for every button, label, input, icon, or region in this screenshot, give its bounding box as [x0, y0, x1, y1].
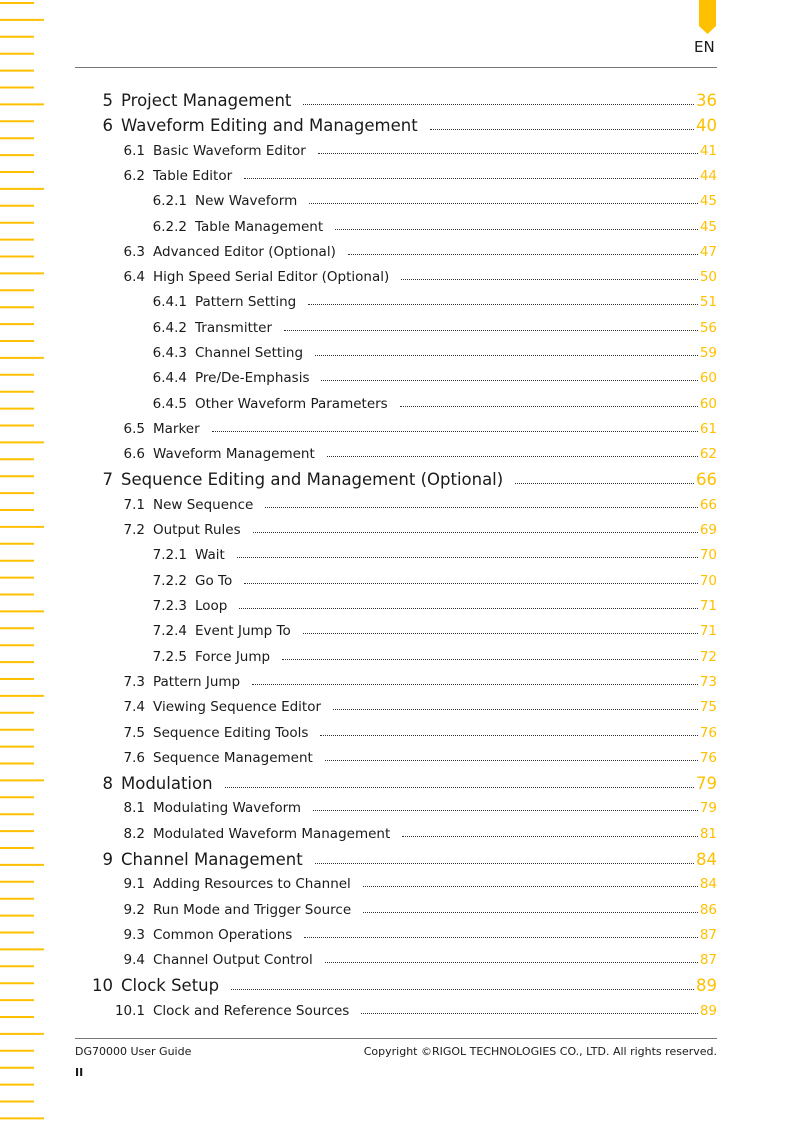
toc-page-number: 89: [696, 976, 717, 995]
toc-entry[interactable]: [75, 547, 717, 563]
toc-page-number: 84: [696, 849, 717, 869]
toc-title: High Speed Serial Editor (Optional): [153, 269, 390, 286]
toc-page-number: 76: [699, 749, 717, 766]
toc-page-number: 75: [699, 699, 717, 716]
toc-page-number: 71: [699, 598, 717, 614]
toc-entry[interactable]: [75, 168, 717, 184]
toc-title: Basic Waveform Editor: [153, 142, 306, 159]
toc-dot-leader: [253, 532, 698, 533]
toc-page-number: 73: [699, 673, 717, 690]
toc-dot-leader: [327, 456, 698, 457]
toc-page-number: 45: [699, 218, 717, 235]
toc-number: 9.2: [123, 901, 145, 918]
toc-title: Advanced Editor (Optional): [153, 243, 336, 260]
toc-page-number: 72: [699, 648, 717, 665]
toc-entry[interactable]: [75, 244, 717, 260]
toc-entry[interactable]: [75, 850, 717, 869]
toc-page-number: 79: [696, 773, 717, 793]
toc-entry[interactable]: [75, 522, 717, 538]
toc-title: Adding Resources to Channel: [153, 876, 351, 893]
toc-number: 6.2.1: [152, 193, 187, 210]
toc-dot-leader: [401, 279, 698, 280]
page-number: II: [75, 1066, 84, 1079]
toc-title: Channel Setting: [195, 345, 304, 361]
toc-title: Channel Management: [121, 849, 303, 869]
toc-entry[interactable]: [75, 421, 717, 437]
toc-dot-leader: [244, 178, 698, 179]
toc-title: Go To: [195, 572, 233, 589]
toc-dot-leader: [333, 709, 698, 710]
toc-entry[interactable]: [75, 294, 717, 310]
toc-dot-leader: [239, 608, 697, 609]
toc-number: 5: [102, 90, 113, 110]
toc-number: 7.2.5: [152, 648, 187, 665]
toc-entry[interactable]: [75, 370, 717, 386]
toc-page-number: 59: [699, 345, 717, 361]
toc-entry[interactable]: [75, 826, 717, 842]
toc-number: 7.5: [123, 724, 145, 741]
toc-entry[interactable]: [75, 750, 717, 766]
toc-dot-leader: [309, 203, 698, 204]
toc-title: Table Editor: [153, 167, 233, 184]
toc-title: Channel Output Control: [153, 952, 313, 969]
toc-entry[interactable]: [75, 345, 717, 361]
toc-page-number: 81: [699, 825, 717, 842]
header-divider: [75, 67, 717, 68]
toc-page-number: 61: [699, 420, 717, 437]
toc-page-number: 87: [699, 926, 717, 943]
toc-title: Clock and Reference Sources: [153, 1002, 350, 1019]
toc-dot-leader: [321, 380, 697, 381]
toc-page-number: 56: [699, 319, 717, 336]
toc-dot-leader: [244, 583, 698, 584]
footer-guide-title: DG70000 User Guide: [75, 1045, 192, 1058]
toc-entry[interactable]: [75, 902, 717, 918]
toc-title: Event Jump To: [195, 623, 291, 640]
toc-entry[interactable]: [75, 193, 717, 209]
toc-dot-leader: [308, 304, 698, 305]
toc-number: 7: [102, 470, 113, 489]
toc-title: Common Operations: [153, 926, 293, 943]
toc-dot-leader: [313, 810, 698, 811]
toc-page-number: 79: [699, 800, 717, 817]
toc-page-number: 71: [699, 623, 717, 640]
toc-page-number: 62: [699, 446, 717, 463]
toc-dot-leader: [303, 633, 698, 634]
toc-title: Pre/De-Emphasis: [195, 370, 310, 387]
toc-entry[interactable]: [75, 573, 717, 589]
toc-page-number: 36: [696, 90, 717, 110]
toc-entry[interactable]: [75, 269, 717, 285]
toc-number: 9: [102, 849, 113, 869]
toc-page-number: 70: [699, 572, 717, 589]
toc-number: 7.1: [123, 496, 145, 513]
toc-dot-leader: [282, 659, 698, 660]
toc-number: 6.4.5: [152, 395, 187, 412]
toc-number: 6.6: [123, 446, 145, 463]
toc-title: Waveform Editing and Management: [121, 115, 418, 135]
toc-number: 6.3: [123, 243, 145, 260]
toc-page-number: 76: [699, 724, 717, 741]
toc-dot-leader: [303, 104, 694, 105]
toc-title: Viewing Sequence Editor: [153, 699, 322, 716]
toc-dot-leader: [325, 962, 698, 963]
toc-dot-leader: [363, 886, 698, 887]
toc-title: Pattern Jump: [153, 673, 241, 690]
toc-page-number: 44: [699, 167, 717, 184]
footer-divider: [75, 1038, 717, 1039]
toc-title: Run Mode and Trigger Source: [153, 901, 352, 918]
toc-entry[interactable]: [75, 952, 717, 968]
toc-page-number: 84: [699, 876, 717, 893]
toc-dot-leader: [237, 557, 698, 558]
toc-dot-leader: [402, 836, 698, 837]
toc-dot-leader: [304, 937, 698, 938]
toc-page-number: 66: [696, 470, 717, 489]
toc-title: Modulated Waveform Management: [153, 825, 391, 842]
toc-title: Sequence Management: [153, 749, 313, 766]
toc-entry[interactable]: [75, 470, 717, 489]
toc-entry[interactable]: [75, 143, 717, 159]
toc-title: Modulating Waveform: [153, 800, 302, 817]
toc-title: Other Waveform Parameters: [195, 395, 388, 412]
toc-number: 6.4: [123, 269, 145, 286]
toc-number: 9.3: [123, 926, 145, 943]
toc-entry[interactable]: [75, 219, 717, 235]
toc-number: 6: [102, 115, 113, 135]
toc-number: 8: [102, 773, 113, 793]
toc-dot-leader: [265, 507, 697, 508]
toc-number: 6.4.1: [152, 294, 187, 311]
footer-copyright: Copyright ©RIGOL TECHNOLOGIES CO., LTD. All rights reserved.: [363, 1045, 717, 1058]
toc-entry[interactable]: [75, 116, 717, 135]
toc-dot-leader: [315, 863, 694, 864]
toc-title: New Waveform: [195, 193, 298, 210]
toc-dot-leader: [361, 1013, 697, 1014]
toc-entry[interactable]: [75, 927, 717, 943]
toc-page-number: 60: [699, 370, 717, 387]
toc-number: 7.2.3: [152, 598, 187, 614]
toc-entry[interactable]: [75, 774, 717, 793]
toc-number: 10: [92, 976, 113, 995]
toc-number: 6.2: [123, 167, 145, 184]
page-edge-ruler: [0, 0, 46, 1122]
toc-title: Waveform Management: [153, 446, 315, 463]
toc-entry[interactable]: [75, 1003, 717, 1019]
toc-number: 7.6: [123, 749, 145, 766]
toc-number: 7.2.2: [152, 572, 187, 589]
language-label: EN: [694, 38, 715, 56]
toc-number: 8.1: [123, 800, 145, 817]
toc-dot-leader: [315, 355, 698, 356]
toc-entry[interactable]: [75, 800, 717, 816]
toc-number: 7.3: [123, 673, 145, 690]
toc-entry[interactable]: [75, 649, 717, 665]
toc-entry[interactable]: [75, 446, 717, 462]
toc-dot-leader: [320, 735, 697, 736]
toc-dot-leader: [363, 912, 698, 913]
toc-entry[interactable]: [75, 725, 717, 741]
toc-entry[interactable]: [75, 976, 717, 995]
toc-number: 6.1: [123, 142, 145, 159]
toc-page-number: 45: [699, 193, 717, 210]
toc-title: Transmitter: [195, 319, 273, 336]
toc-entry[interactable]: [75, 91, 717, 110]
toc-number: 8.2: [123, 825, 145, 842]
toc-page-number: 50: [699, 269, 717, 286]
toc-dot-leader: [318, 153, 698, 154]
toc-title: Sequence Editing and Management (Optional): [121, 470, 504, 489]
toc-dot-leader: [212, 431, 698, 432]
toc-page-number: 70: [699, 547, 717, 564]
toc-page-number: 41: [699, 142, 717, 159]
toc-page-number: 87: [699, 952, 717, 969]
toc-title: Output Rules: [153, 522, 241, 539]
toc-number: 6.4.3: [152, 345, 187, 361]
toc-number: 6.2.2: [152, 218, 187, 235]
toc-number: 7.4: [123, 699, 145, 716]
toc-dot-leader: [231, 989, 694, 990]
toc-title: Loop: [195, 598, 228, 614]
toc-title: Wait: [195, 547, 225, 564]
toc-number: 6.5: [123, 420, 145, 437]
toc-entry[interactable]: [75, 674, 717, 690]
toc-entry[interactable]: [75, 699, 717, 715]
toc-dot-leader: [400, 406, 698, 407]
toc-page-number: 60: [699, 395, 717, 412]
toc-number: 10.1: [114, 1002, 145, 1019]
toc-entry[interactable]: [75, 497, 717, 513]
toc-page-number: 47: [699, 243, 717, 260]
toc-number: 9.4: [123, 952, 145, 969]
toc-title: Pattern Setting: [195, 294, 297, 311]
toc-title: Sequence Editing Tools: [153, 724, 309, 741]
toc-dot-leader: [348, 254, 698, 255]
toc-title: Clock Setup: [121, 976, 220, 995]
toc-title: Marker: [153, 420, 200, 437]
toc-title: Force Jump: [195, 648, 271, 665]
toc-entry[interactable]: [75, 623, 717, 639]
toc-title: New Sequence: [153, 496, 254, 513]
toc-dot-leader: [252, 684, 698, 685]
toc-dot-leader: [430, 129, 694, 130]
toc-title: Project Management: [121, 90, 292, 110]
toc-entry[interactable]: [75, 876, 717, 892]
toc-page-number: 86: [699, 901, 717, 918]
toc-page-number: 89: [699, 1002, 717, 1019]
toc-number: 7.2.1: [152, 547, 187, 564]
toc-number: 6.4.2: [152, 319, 187, 336]
toc-dot-leader: [335, 229, 698, 230]
toc-number: 6.4.4: [152, 370, 187, 387]
chapter-tab-marker: [699, 0, 716, 34]
toc-dot-leader: [515, 483, 694, 484]
toc-page-number: 40: [696, 115, 717, 135]
toc-title: Modulation: [121, 773, 213, 793]
toc-entry[interactable]: [75, 320, 717, 336]
toc-dot-leader: [325, 760, 698, 761]
toc-entry[interactable]: [75, 396, 717, 412]
toc-number: 7.2: [123, 522, 145, 539]
toc-number: 9.1: [123, 876, 145, 893]
toc-page-number: 51: [699, 294, 717, 311]
toc-page-number: 69: [699, 522, 717, 539]
toc-entry[interactable]: [75, 598, 717, 614]
toc-dot-leader: [225, 787, 694, 788]
toc-number: 7.2.4: [152, 623, 187, 640]
toc-page-number: 66: [699, 496, 717, 513]
toc-dot-leader: [284, 330, 698, 331]
toc-title: Table Management: [195, 218, 324, 235]
